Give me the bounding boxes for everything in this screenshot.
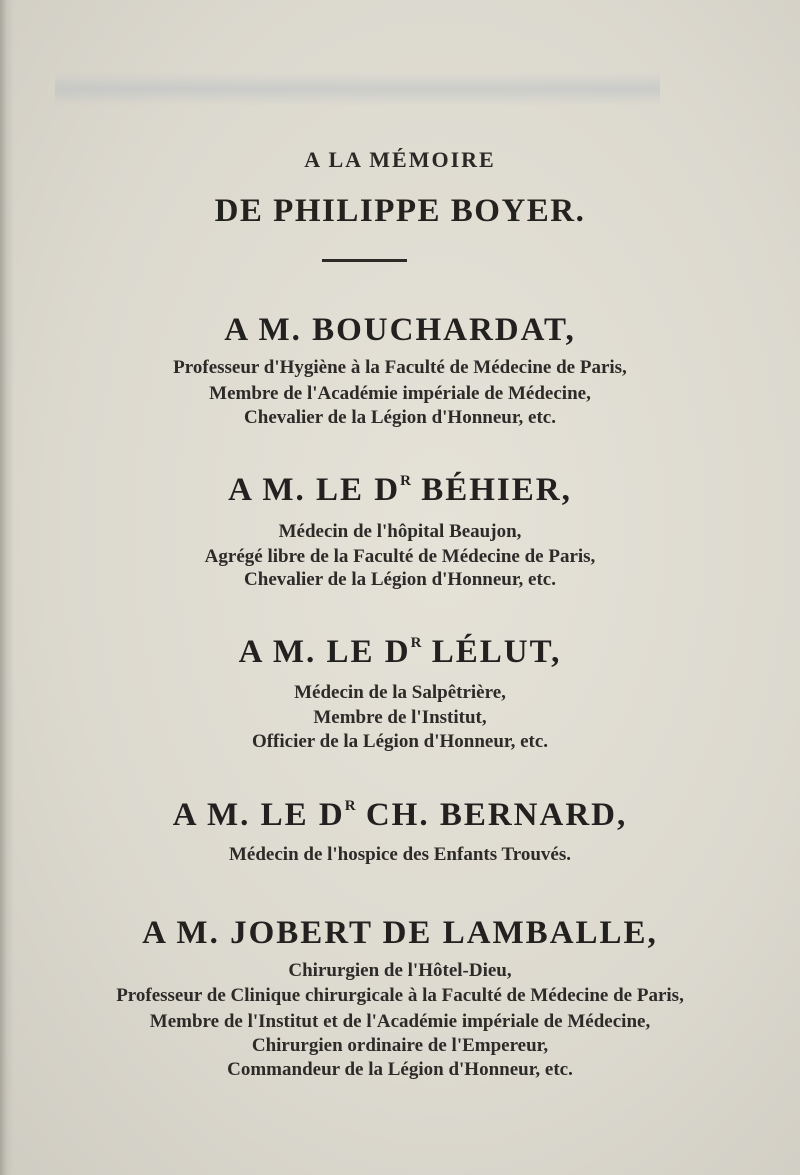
- entry-line: Professeur d'Hygiène à la Faculté de Médecine de Paris,: [173, 357, 627, 378]
- dedication-memoire: A LA MÉMOIRE: [304, 147, 496, 172]
- entry-line: Chirurgien ordinaire de l'Empereur,: [251, 1035, 549, 1056]
- show-through-band: [55, 72, 660, 106]
- entry-line: Chevalier de la Légion d'Honneur, etc.: [244, 569, 556, 590]
- heading-text: BÉHIER,: [410, 472, 572, 508]
- heading-text: A M. LE D: [228, 472, 401, 508]
- heading-superscript: R: [344, 798, 356, 814]
- entry-line: Chirurgien de l'Hôtel-Dieu,: [288, 960, 512, 981]
- entry-line: Membre de l'Académie impériale de Médecine,: [209, 383, 591, 404]
- entry-line: Chevalier de la Légion d'Honneur, etc.: [244, 407, 556, 428]
- heading-superscript: R: [410, 635, 422, 651]
- entry-line: Professeur de Clinique chirurgicale à la Faculté de Médecine de Paris,: [116, 985, 684, 1006]
- entry-heading-bouchardat: A M. BOUCHARDAT,: [224, 312, 576, 348]
- entry-line: Officier de la Légion d'Honneur, etc.: [251, 731, 549, 752]
- entry-line: Médecin de la Salpêtrière,: [294, 682, 506, 703]
- entry-line: Agrégé libre de la Faculté de Médecine de Paris,: [204, 546, 596, 567]
- heading-superscript: R: [400, 473, 411, 489]
- entry-line: Commandeur de la Légion d'Honneur, etc.: [227, 1059, 573, 1080]
- heading-text: CH. BERNARD,: [355, 797, 628, 833]
- entry-line: Médecin de l'hôpital Beaujon,: [278, 521, 522, 542]
- heading-text: A M. LE D: [238, 634, 411, 670]
- entry-line: Membre de l'Institut,: [313, 707, 487, 728]
- entry-line: Membre de l'Institut et de l'Académie impériale de Médecine,: [149, 1011, 651, 1032]
- entry-line: Médecin de l'hospice des Enfants Trouvés.: [228, 844, 572, 865]
- dedication-name: DE PHILIPPE BOYER.: [214, 193, 586, 229]
- entry-heading-jobert: A M. JOBERT DE LAMBALLE,: [142, 915, 658, 951]
- heading-text: LÉLUT,: [421, 634, 562, 670]
- entry-heading-bernard: [0, 797, 800, 834]
- entry-heading-lelut: [0, 634, 800, 671]
- divider-rule: [322, 259, 407, 262]
- heading-text: A M. LE D: [172, 797, 345, 833]
- entry-heading-behier: [0, 472, 800, 509]
